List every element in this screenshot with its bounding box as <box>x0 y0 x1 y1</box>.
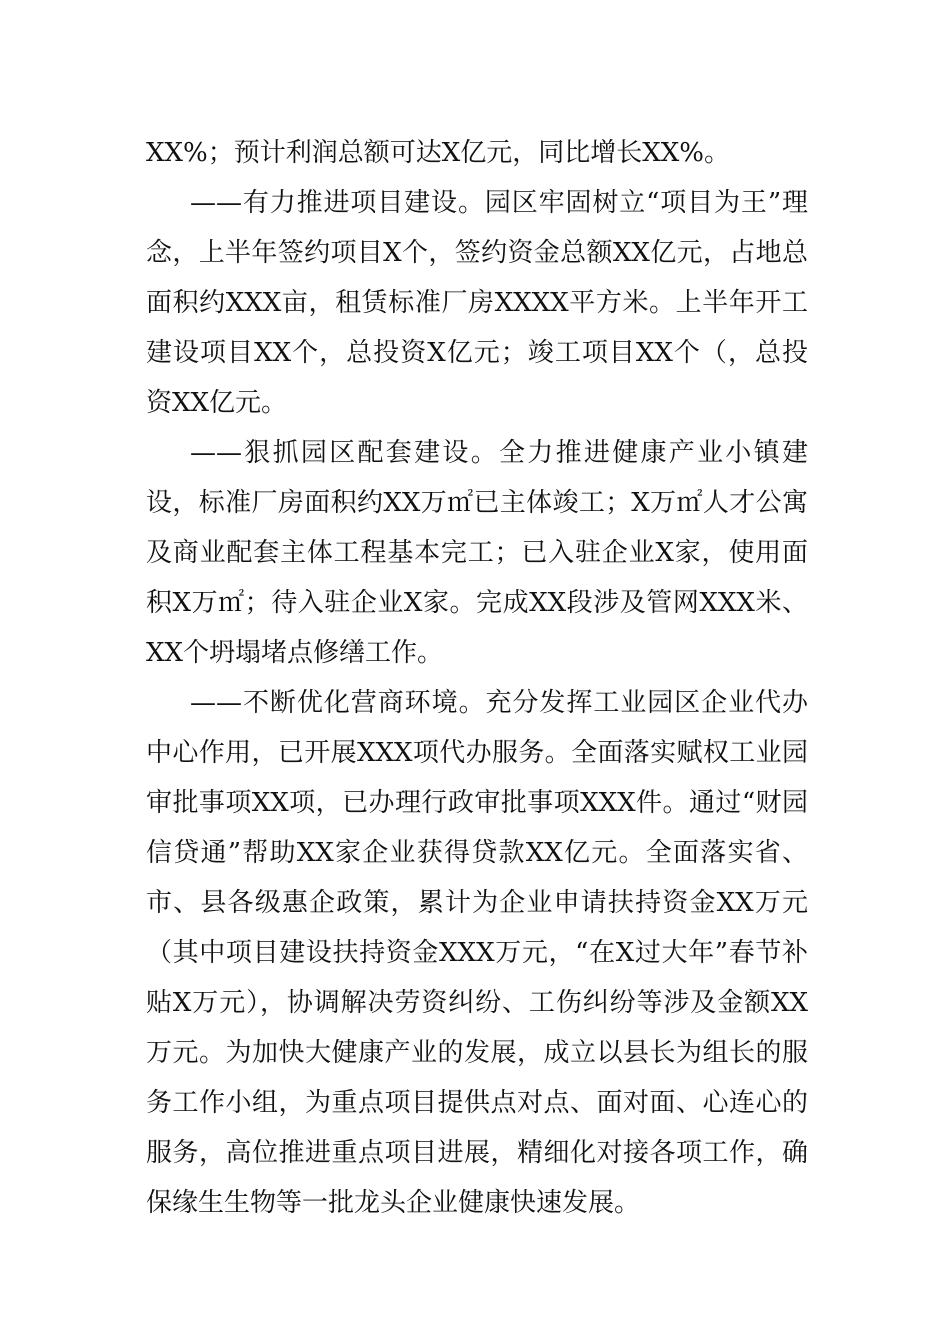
paragraph-park-facilities: ——狠抓园区配套建设。全力推进健康产业小镇建设，标准厂房面积约XX万㎡已主体竣工；X万㎡人才公寓及商业配套主体工程基本完工；已入驻企业X家，使用面积X万㎡；待入驻企业X家。完成XX段涉及管网XXX米、XX个坍塌堵点修缮工作。 <box>146 438 808 668</box>
paragraph-continuation: XX%；预计利润总额可达X亿元，同比增长XX%。 <box>146 138 730 168</box>
document-body <box>146 128 808 1228</box>
paragraph-project-construction: ——有力推进项目建设。园区牢固树立“项目为王”理念，上半年签约项目X个，签约资金总额XX亿元，占地总面积约XXX亩，租赁标准厂房XXXX平方米。上半年开工建设项目XX个，总投资X亿元；竣工项目XX个（，总投资XX亿元。 <box>146 188 808 418</box>
paragraph-business-environment: ——不断优化营商环境。充分发挥工业园区企业代办中心作用，已开展XXX项代办服务。全面落实赋权工业园审批事项XX项，已办理行政审批事项XXX件。通过“财园信贷通”帮助XX家企业获得贷款XX亿元。全面落实省、市、县各级惠企政策，累计为企业申请扶持资金XX万元（其中项目建设扶持资金XXX万元，“在X过大年”春节补贴X万元），协调解决劳资纠纷、工伤纠纷等涉及金额XX万元。为加快大健康产业的发展，成立以县长为组长的服务工作小组，为重点项目提供点对点、面对面、心连心的服务，高位推进重点项目进展，精细化对接各项工作，确保缘生生物等一批龙头企业健康快速发展。 <box>146 688 808 1218</box>
